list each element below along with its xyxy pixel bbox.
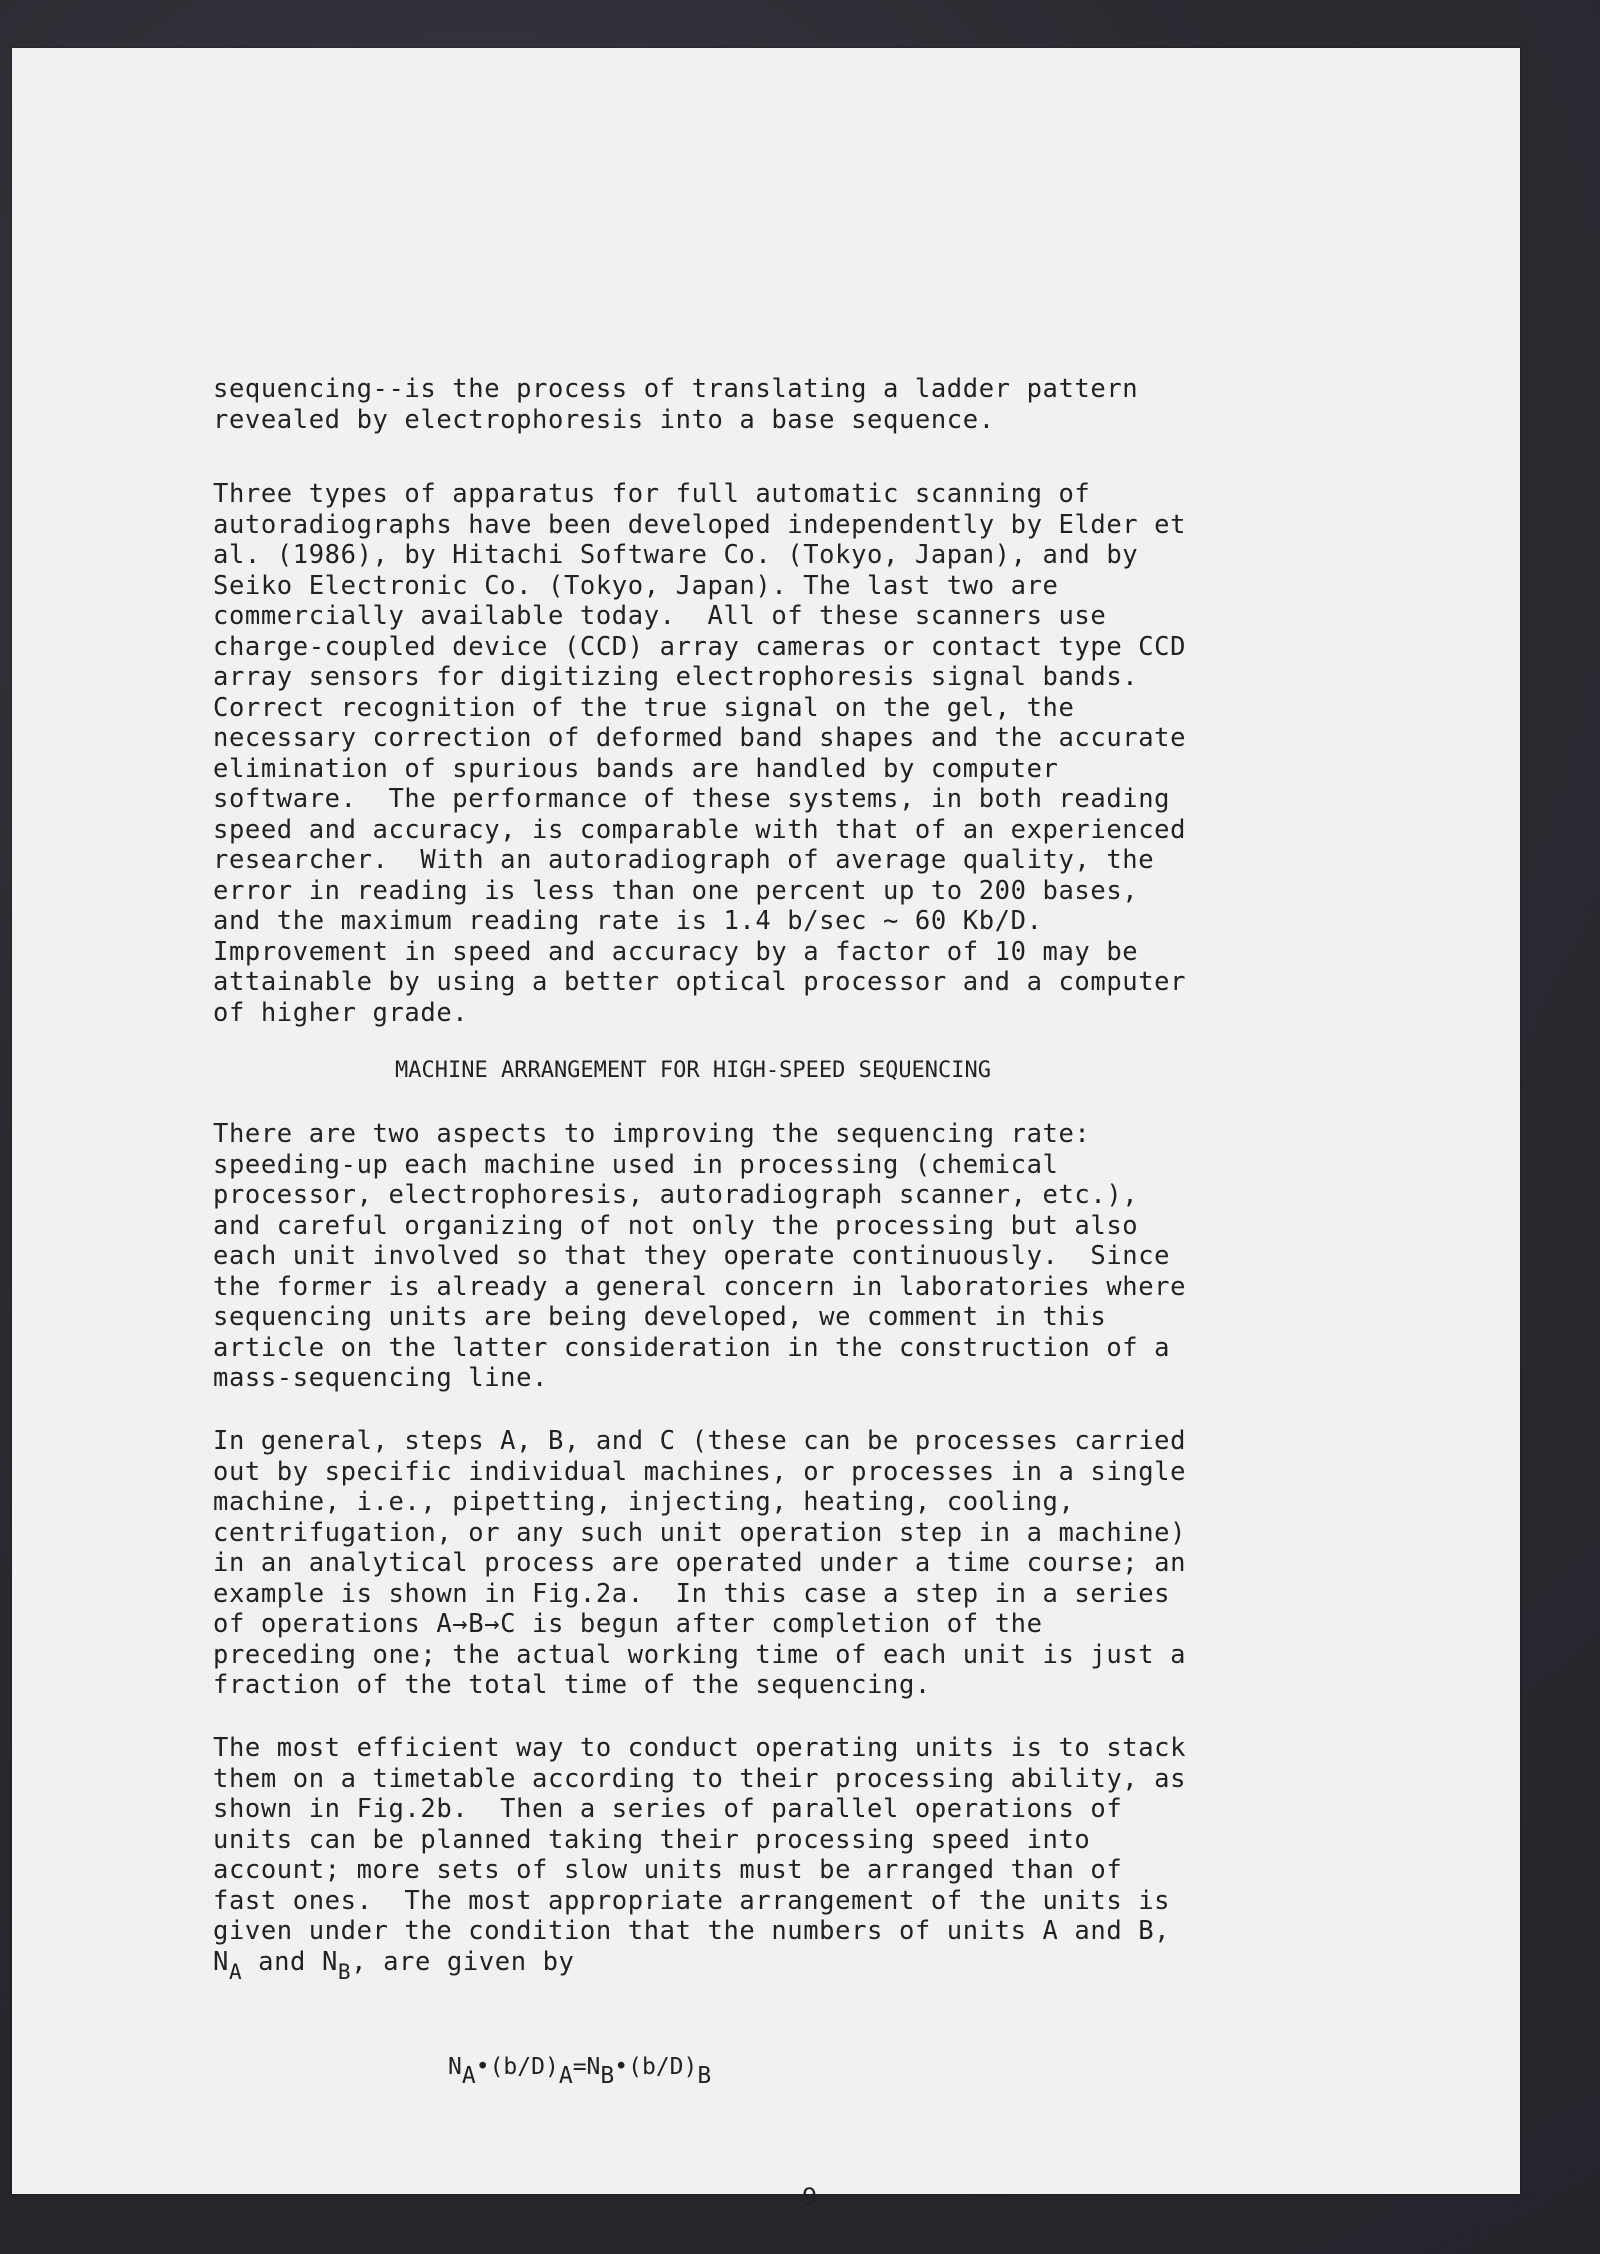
paragraph-general-steps	[213, 1426, 1383, 1701]
text-tail: , are given by	[351, 1946, 575, 1977]
text-line: out by specific individual machines, or processes in a single	[213, 1456, 1187, 1487]
eq-sub-b: B	[600, 2063, 615, 2089]
text-line: autoradiographs have been developed independently by Elder et	[213, 509, 1187, 540]
eq-n: N	[586, 2054, 601, 2080]
text-line: al. (1986), by Hitachi Software Co. (Tokyo, Japan), and by	[213, 540, 1139, 570]
text-line: processor, electrophoresis, autoradiograph scanner, etc.),	[213, 1180, 1139, 1210]
text-line: There are two aspects to improving the sequencing rate:	[213, 1119, 1091, 1149]
paragraph-aspects	[213, 1119, 1383, 1394]
text-line: units can be planned taking their processing speed into	[213, 1824, 1091, 1855]
text-line: preceding one; the actual working time of each unit is just a	[213, 1639, 1187, 1670]
equation	[448, 2054, 711, 2089]
text-line: Correct recognition of the true signal on the gel, the	[213, 692, 1075, 723]
text-line: commercially available today. All of these scanners use	[213, 601, 1107, 631]
text-line: software. The performance of these systems, in both reading	[213, 784, 1171, 814]
section-heading: MACHINE ARRANGEMENT FOR HIGH-SPEED SEQUENCING	[395, 1058, 992, 1083]
paragraph-apparatus	[213, 479, 1383, 1028]
subscript-b: B	[337, 1959, 352, 1984]
text-line: error in reading is less than one percent up to 200 bases,	[213, 875, 1139, 906]
text-and: and	[242, 1946, 322, 1977]
page-number: 9	[802, 2183, 818, 2211]
eq-ratio: (b/D)	[489, 2054, 559, 2080]
text-line: shown in Fig.2b. Then a series of parallel operations of	[213, 1794, 1123, 1824]
text-line: in an analytical process are operated under a time course; an	[213, 1548, 1187, 1578]
text-line: of operations A→B→C is begun after completion of the	[213, 1609, 1043, 1639]
eq-dot: •	[614, 2054, 629, 2080]
text-line: article on the latter consideration in the construction of a	[213, 1332, 1171, 1363]
text-line: mass-sequencing line.	[213, 1363, 548, 1393]
paragraph-efficient-way	[213, 1733, 1383, 1984]
symbol-n: N	[213, 1946, 229, 1977]
text-line: the former is already a general concern in laboratories where	[213, 1271, 1187, 1302]
text-line: speeding-up each machine used in processing (chemical	[213, 1149, 1059, 1180]
text-line: revealed by electrophoresis into a base sequence.	[213, 404, 995, 435]
eq-sub-a: A	[461, 2063, 476, 2089]
text-line: fraction of the total time of the sequencing.	[213, 1670, 931, 1700]
text-line: attainable by using a better optical processor and a computer	[213, 967, 1187, 997]
symbol-n: N	[321, 1946, 338, 1977]
text-line: speed and accuracy, is comparable with that of an experienced	[213, 814, 1187, 845]
text-line: researcher. With an autoradiograph of average quality, the	[213, 845, 1155, 875]
text-line: fast ones. The most appropriate arrangement of the units is	[213, 1885, 1171, 1916]
text-line: array sensors for digitizing electrophoresis signal bands.	[213, 662, 1139, 692]
text-line: Improvement in speed and accuracy by a factor of 10 may be	[213, 936, 1139, 967]
eq-sub-a: A	[558, 2063, 573, 2089]
text-line: sequencing--is the process of translating a ladder pattern	[213, 374, 1139, 404]
text-line: of higher grade.	[213, 997, 469, 1028]
text-line: given under the condition that the numbers of units A and B,	[213, 1916, 1171, 1946]
text-line: The most efficient way to conduct operating units is to stack	[213, 1733, 1187, 1763]
text-line: Seiko Electronic Co. (Tokyo, Japan). The last two are	[213, 570, 1059, 601]
text-line: charge-coupled device (CCD) array cameras or contact type CCD	[213, 631, 1187, 662]
text-line: necessary correction of deformed band shapes and the accurate	[213, 723, 1187, 753]
text-line: sequencing units are being developed, we comment in this	[213, 1302, 1107, 1332]
eq-ratio: (b/D)	[628, 2054, 698, 2080]
text-line: account; more sets of slow units must be arranged than of	[213, 1855, 1123, 1885]
text-line: In general, steps A, B, and C (these can be processes carried	[213, 1426, 1187, 1456]
subscript-a: A	[228, 1959, 243, 1984]
text-line: Three types of apparatus for full automatic scanning of	[213, 479, 1091, 509]
text-line: centrifugation, or any such unit operation step in a machine)	[213, 1517, 1187, 1548]
paragraph-intro	[213, 374, 1383, 435]
text-line: elimination of spurious bands are handled by computer	[213, 753, 1059, 784]
text-line: them on a timetable according to their processing ability, as	[213, 1763, 1187, 1794]
text-line: and careful organizing of not only the processing but also	[213, 1210, 1139, 1241]
eq-dot: •	[475, 2054, 490, 2080]
eq-equals: =	[572, 2054, 587, 2080]
text-line-with-subscripts	[213, 1946, 1383, 1984]
document-page	[12, 48, 1520, 2211]
eq-n: N	[448, 2054, 462, 2080]
text-line: and the maximum reading rate is 1.4 b/sec ~ 60 Kb/D.	[213, 906, 1043, 936]
text-line: each unit involved so that they operate continuously. Since	[213, 1241, 1171, 1271]
eq-sub-b: B	[697, 2063, 712, 2089]
text-line: machine, i.e., pipetting, injecting, heating, cooling,	[213, 1487, 1075, 1517]
text-line: example is shown in Fig.2a. In this case a step in a series	[213, 1578, 1171, 1609]
